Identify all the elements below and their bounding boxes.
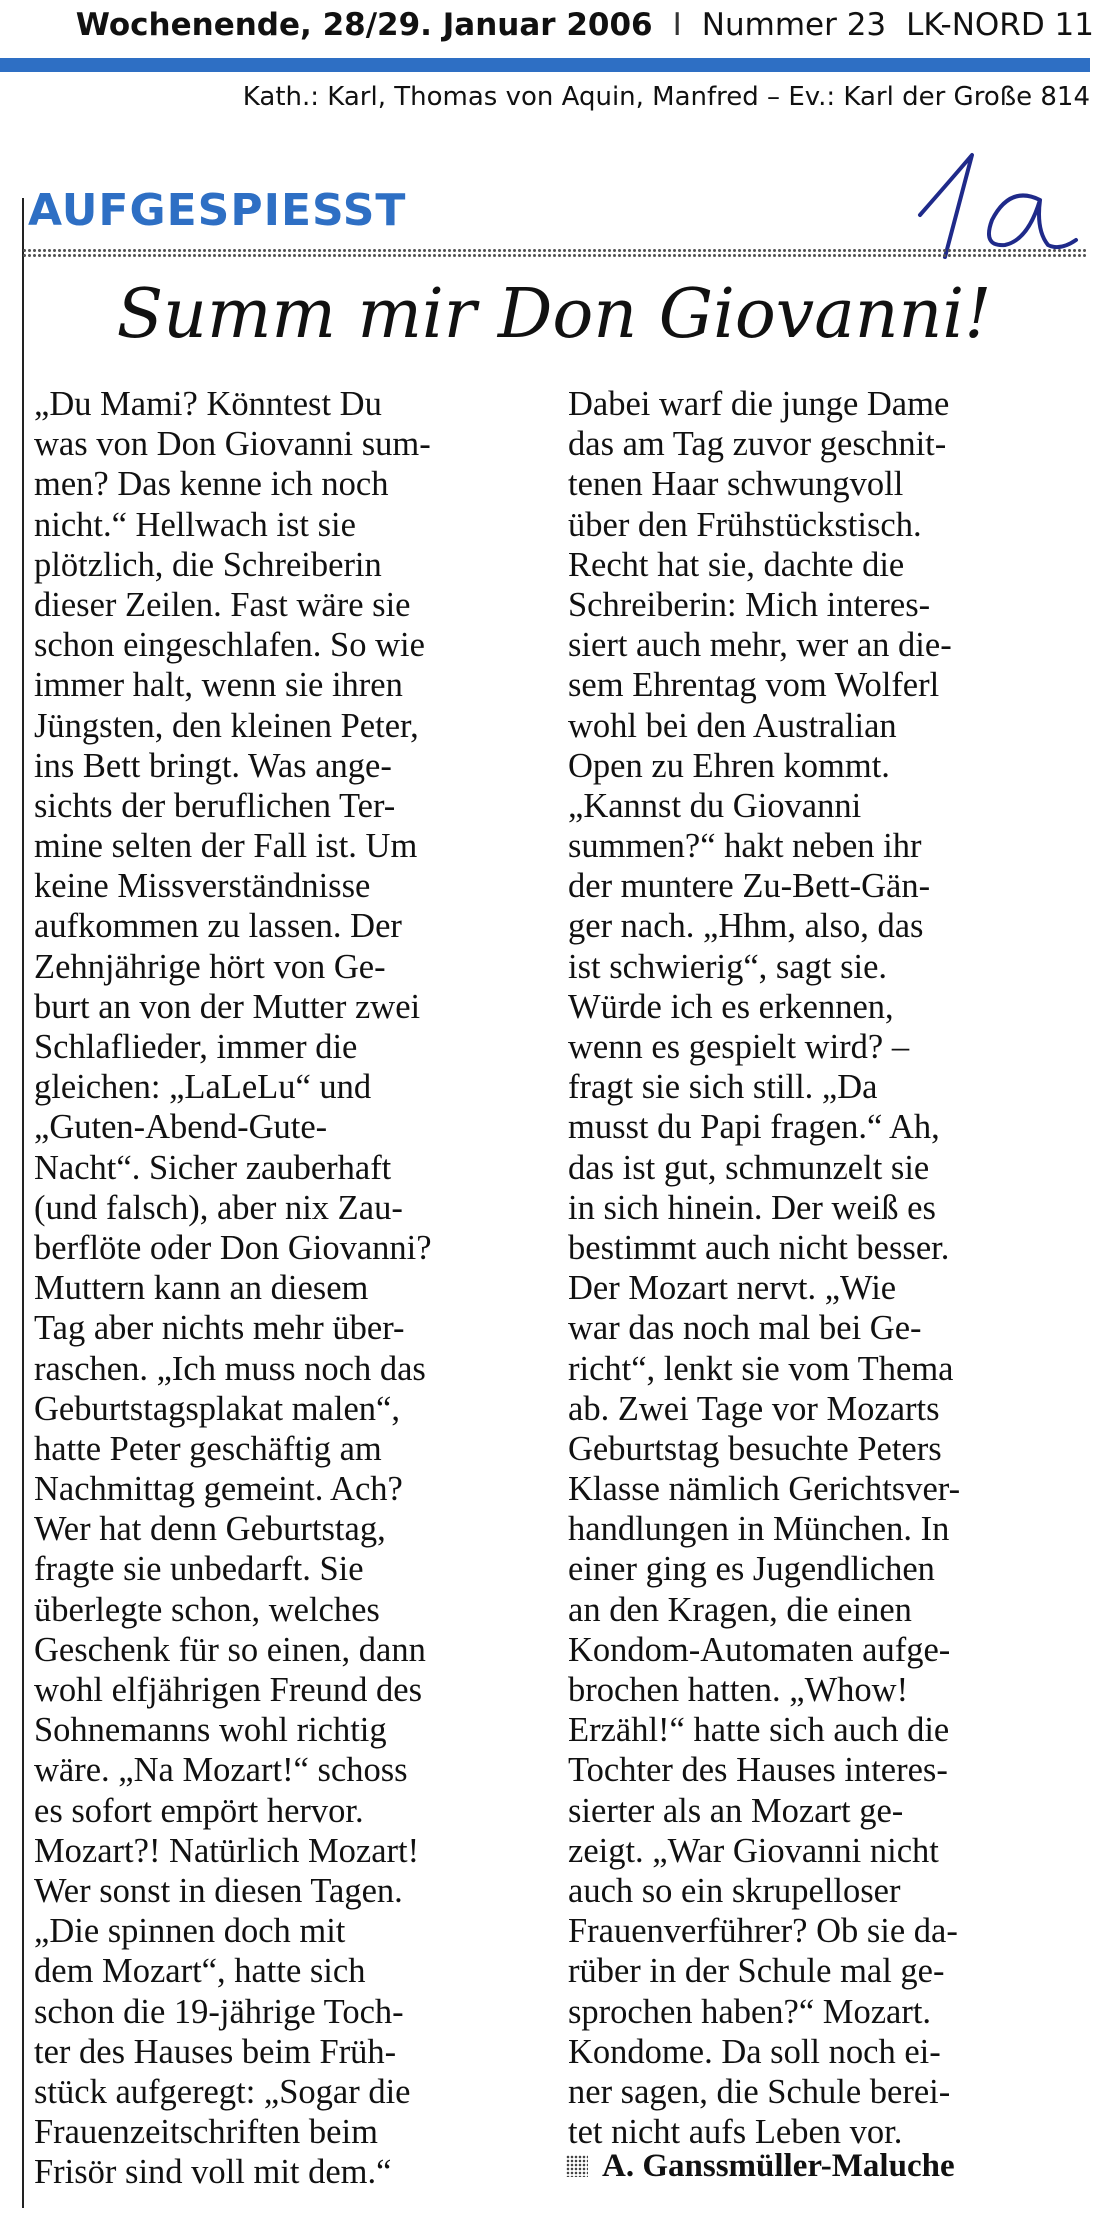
article-line: Würde ich es erkennen, xyxy=(568,987,894,1026)
header-separator: I xyxy=(672,7,682,43)
article-line: Erzähl!“ hatte sich auch die xyxy=(568,1711,950,1750)
author-byline xyxy=(566,2146,1088,2186)
article-line: Kondome. Da soll noch ei- xyxy=(568,2032,941,2071)
article-line: das am Tag zuvor geschnit- xyxy=(568,425,947,464)
article-line: Wer hat denn Geburtstag, xyxy=(34,1510,386,1549)
article-line: tenen Haar schwungvoll xyxy=(568,465,904,504)
article-line: Frauenzeitschriften beim xyxy=(34,2113,378,2152)
article-line: Der Mozart nervt. „Wie xyxy=(568,1269,897,1308)
article-line: tet nicht aufs Leben vor. xyxy=(568,2113,903,2152)
article-line: Schreiberin: Mich interes- xyxy=(568,585,931,624)
article-line: wohl elfjährigen Freund des xyxy=(34,1671,423,1709)
article-line: fragt sie sich still. „Da xyxy=(568,1068,878,1107)
article-line: „Kannst du Giovanni xyxy=(568,786,862,825)
article-line: Geschenk für so einen, dann xyxy=(34,1630,426,1669)
article-line: Muttern kann an diesem xyxy=(34,1269,369,1308)
article-line: ab. Zwei Tage vor Mozarts xyxy=(568,1389,940,1428)
article-line: burt an von der Mutter zwei xyxy=(34,987,421,1026)
article-line: summen?“ hakt neben ihr xyxy=(568,827,922,866)
article-line: „Die spinnen doch mit xyxy=(34,1912,346,1951)
section-page: LK-NORD 11 xyxy=(906,7,1094,43)
article-line: Schlaflieder, immer die xyxy=(34,1028,358,1066)
article-line: überlegte schon, welches xyxy=(34,1590,380,1629)
article-line: plötzlich, die Schreiberin xyxy=(34,545,382,584)
article-line: ist schwierig“, sagt sie. xyxy=(568,947,888,986)
column-left-rule xyxy=(22,198,24,2208)
article-line: Dabei warf die junge Dame xyxy=(568,385,950,423)
article-line: Kondom-Automaten aufge- xyxy=(568,1630,951,1669)
article-line: (und falsch), aber nix Zau- xyxy=(34,1188,403,1227)
article-line: ner sagen, die Schule berei- xyxy=(568,2072,951,2111)
article-column-right xyxy=(568,384,1088,2152)
article-line: Recht hat sie, dachte die xyxy=(568,545,905,584)
article-line: an den Kragen, die einen xyxy=(568,1590,912,1629)
article-line: hatte Peter geschäftig am xyxy=(34,1429,382,1468)
article-line: Jüngsten, den kleinen Peter, xyxy=(34,706,419,745)
article-line: Frauenverführer? Ob sie da- xyxy=(568,1912,958,1951)
article-line: auch so ein skrupelloser xyxy=(568,1871,901,1910)
issue-date: Wochenende, 28/29. Januar 2006 xyxy=(75,7,653,43)
issue-number: Nummer 23 xyxy=(701,7,887,43)
article-line: dem Mozart“, hatte sich xyxy=(34,1952,366,1991)
rubric-dotted-rule xyxy=(22,248,1086,258)
article-line: nicht.“ Hellwach ist sie xyxy=(34,505,356,544)
article-line: handlungen in München. In xyxy=(568,1510,950,1549)
article-line: Nachmittag gemeint. Ach? xyxy=(34,1470,403,1509)
article-column-left xyxy=(34,384,549,2192)
article-line: „Du Mami? Könntest Du xyxy=(34,385,382,423)
article-line: wenn es gespielt wird? – xyxy=(568,1028,910,1066)
article-line: aufkommen zu lassen. Der xyxy=(34,907,402,946)
article-line: siert auch mehr, wer an die- xyxy=(568,626,952,665)
article-line: wohl bei den Australian xyxy=(568,706,897,745)
article-line: was von Don Giovanni sum- xyxy=(34,425,431,464)
page-header xyxy=(0,0,1108,50)
author-name: A. Ganssmüller-Maluche xyxy=(602,2147,955,2184)
handwritten-mark-1a xyxy=(900,145,1090,265)
article-line: es sofort empört hervor. xyxy=(34,1791,364,1830)
article-line: mine selten der Fall ist. Um xyxy=(34,827,418,866)
article-line: Wer sonst in diesen Tagen. xyxy=(34,1871,403,1910)
article-line: gleichen: „LaLeLu“ und xyxy=(34,1068,372,1107)
article-line: brochen hatten. „Whow! xyxy=(568,1671,909,1709)
article-line: Tag aber nichts mehr über- xyxy=(34,1309,405,1348)
article-line: Nacht“. Sicher zauberhaft xyxy=(34,1148,392,1187)
article-line: sichts der beruflichen Ter- xyxy=(34,786,396,825)
article-line: Geburtstagsplakat malen“, xyxy=(34,1389,400,1428)
article-line: sem Ehrentag vom Wolferl xyxy=(568,666,940,705)
article-line: über den Frühstückstisch. xyxy=(568,505,922,544)
article-line: ter des Hauses beim Früh- xyxy=(34,2032,397,2071)
article-line: Tochter des Hauses interes- xyxy=(568,1751,948,1790)
article-line: sprochen haben?“ Mozart. xyxy=(568,1992,932,2031)
article-line: war das noch mal bei Ge- xyxy=(568,1309,922,1348)
article-line: der muntere Zu-Bett-Gän- xyxy=(568,867,931,906)
article-line: Sohnemanns wohl richtig xyxy=(34,1711,387,1750)
name-days-line: Kath.: Karl, Thomas von Aquin, Manfred – Ev.: Karl der Große 814 xyxy=(242,82,1090,112)
article-line: immer halt, wenn sie ihren xyxy=(34,666,403,705)
article-line: Geburtstag besuchte Peters xyxy=(568,1429,942,1468)
article-line: raschen. „Ich muss noch das xyxy=(34,1349,426,1388)
article-line: dieser Zeilen. Fast wäre sie xyxy=(34,585,411,624)
header-color-bar xyxy=(0,58,1090,72)
article-line: „Guten-Abend-Gute- xyxy=(34,1108,328,1147)
byline-square-icon xyxy=(566,2155,588,2177)
article-line: richt“, lenkt sie vom Thema xyxy=(568,1349,954,1388)
article-line: einer ging es Jugendlichen xyxy=(568,1550,935,1589)
article-headline: Summ mir Don Giovanni! xyxy=(116,275,992,354)
article-line: wäre. „Na Mozart!“ schoss xyxy=(34,1751,408,1790)
article-line: Open zu Ehren kommt. xyxy=(568,746,890,785)
article-line: zeigt. „War Giovanni nicht xyxy=(568,1831,939,1870)
article-line: schon die 19-jährige Toch- xyxy=(34,1992,404,2031)
article-line: fragte sie unbedarft. Sie xyxy=(34,1550,364,1589)
article-line: in sich hinein. Der weiß es xyxy=(568,1188,936,1227)
article-line: rüber in der Schule mal ge- xyxy=(568,1952,945,1991)
article-line: das ist gut, schmunzelt sie xyxy=(568,1148,930,1187)
article-line: musst du Papi fragen.“ Ah, xyxy=(568,1108,940,1147)
article-line: Mozart?! Natürlich Mozart! xyxy=(34,1831,420,1870)
article-line: Frisör sind voll mit dem.“ xyxy=(34,2153,392,2192)
article-line: stück aufgeregt: „Sogar die xyxy=(34,2072,411,2111)
article-line: Klasse nämlich Gerichtsver- xyxy=(568,1470,961,1509)
article-line: bestimmt auch nicht besser. xyxy=(568,1228,950,1267)
article-line: ins Bett bringt. Was ange- xyxy=(34,746,392,785)
article-line: sierter als an Mozart ge- xyxy=(568,1791,904,1830)
article-line: berflöte oder Don Giovanni? xyxy=(34,1228,432,1267)
article-line: Zehnjährige hört von Ge- xyxy=(34,947,386,986)
rubric-label: AUFGESPIESST xyxy=(28,185,407,236)
article-line: ger nach. „Hhm, also, das xyxy=(568,907,924,946)
article-line: keine Missverständnisse xyxy=(34,867,371,906)
article-line: schon eingeschlafen. So wie xyxy=(34,626,425,665)
article-line: men? Das kenne ich noch xyxy=(34,465,389,504)
